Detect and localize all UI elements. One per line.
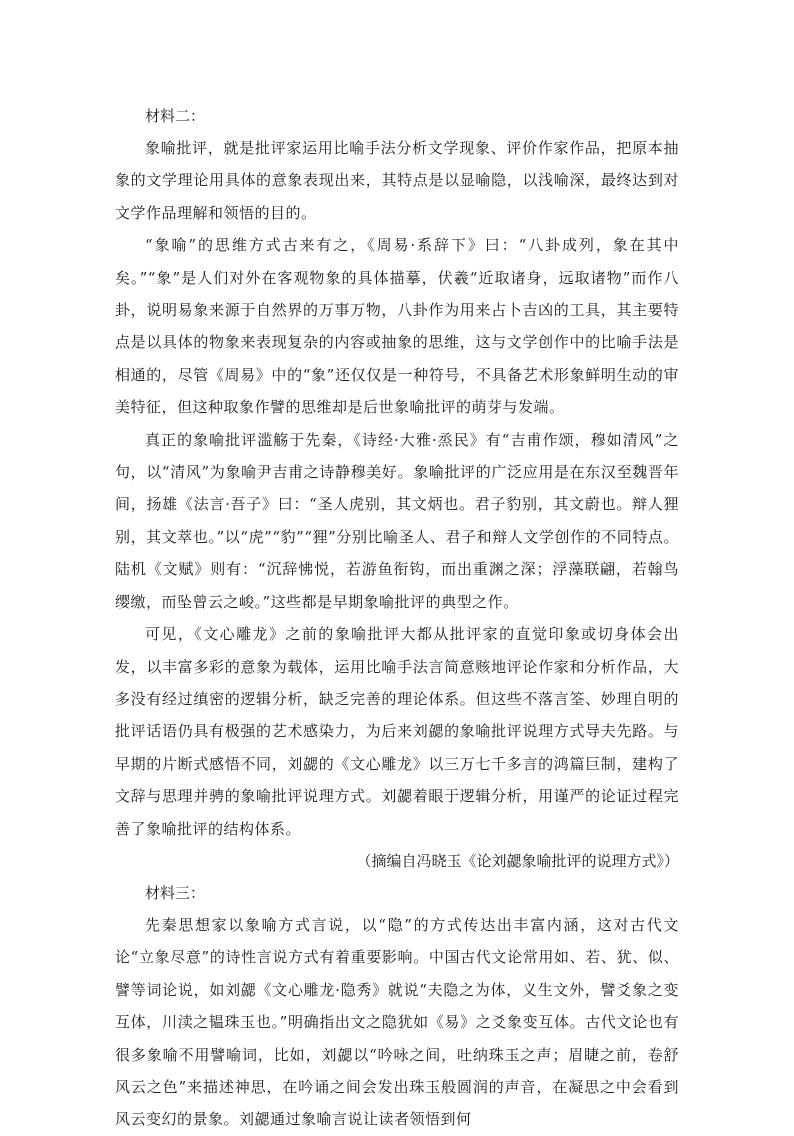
material-three-paragraph-1: 先秦思想家以象喻方式言说，以“隐”的方式传达出丰富内涵，这对古代文论“立象尽意”的诗性言说方式有着重要影响。中国古代文论常用如、若、犹、似、譬等词论说，如刘勰《文心雕龙·隐秀》就说“夫隐之为体，义生文外，譬爻象之变互体，川渎之韫珠玉也。”明确指出文之隐犹如《易》之爻象变互体。古代文论也有很多象喻不用譬喻词，比如，刘勰以“吟咏之间，吐纳珠玉之声；眉睫之前，卷舒风云之色”来描述神思，在吟诵之间会发出珠玉般圆润的声音，在凝思之中会看到风云变幻的景象。刘勰通过象喻言说让读者领悟到何 <box>115 915 679 1129</box>
document-page <box>115 100 679 1136</box>
material-two-label: 材料二： <box>145 107 206 125</box>
material-two-paragraph-4: 可见，《文心雕龙》之前的象喻批评大都从批评家的直觉印象或切身体会出发，以丰富多彩的意象为载体，运用比喻手法言简意赅地评论作家和分析作品，大多没有经过缜密的逻辑分析，缺乏完善的理论体系。但这些不落言筌、妙理自明的批评话语仍具有极强的艺术感染力，为后来刘勰的象喻批评说理方式导夫先路。与早期的片断式感悟不同，刘勰的《文心雕龙》以三万七千多言的鸿篇巨制，建构了文辞与思理并骋的象喻批评说理方式。刘勰着眼于逻辑分析，用谨严的论证过程完善了象喻批评的结构体系。 <box>115 625 679 838</box>
material-two-paragraph-3: 真正的象喻批评滥觞于先秦，《诗经·大雅·烝民》有“吉甫作颂，穆如清风”之句，以“清风”为象喻尹吉甫之诗静穆美好。象喻批评的广泛应用是在东汉至魏晋年间，扬雄《法言·吾子》曰：“圣人虎别，其文炳也。君子豹别，其文蔚也。辩人狸别，其文萃也。”以“虎”“豹”“狸”分别比喻圣人、君子和辩人文学创作的不同特点。陆机《文赋》则有：“沉辞怫悦，若游鱼衔钩，而出重渊之深；浮藻联翩，若翰鸟缨缴，而坠曾云之峻。”这些都是早期象喻批评的典型之作。 <box>115 430 679 611</box>
material-two-paragraph-1: 象喻批评，就是批评家运用比喻手法分析文学现象、评价作家作品，把原本抽象的文学理论用具体的意象表现出来，其特点是以显喻隐，以浅喻深，最终达到对文学作品理解和领悟的目的。 <box>115 139 679 222</box>
material-two-paragraph-2: “象喻”的思维方式古来有之，《周易·系辞下》曰：“八卦成列，象在其中矣。”“象”是人们对外在客观物象的具体描摹，伏羲“近取诸身，远取诸物”而作八卦，说明易象来源于自然界的万事万物，八卦作为用来占卜吉凶的工具，其主要特点是以具体的物象来表现复杂的内容或抽象的思维，这与文学创作中的比喻手法是相通的，尽管《周易》中的“象”还仅仅是一种符号，不具备艺术形象鲜明生动的审美特征，但这种取象作譬的思维却是后世象喻批评的萌芽与发端。 <box>115 236 679 417</box>
material-three-label: 材料三： <box>145 883 206 902</box>
material-two-source-citation: （摘编自冯晓玉《论刘勰象喻批评的说理方式》） <box>356 851 679 870</box>
